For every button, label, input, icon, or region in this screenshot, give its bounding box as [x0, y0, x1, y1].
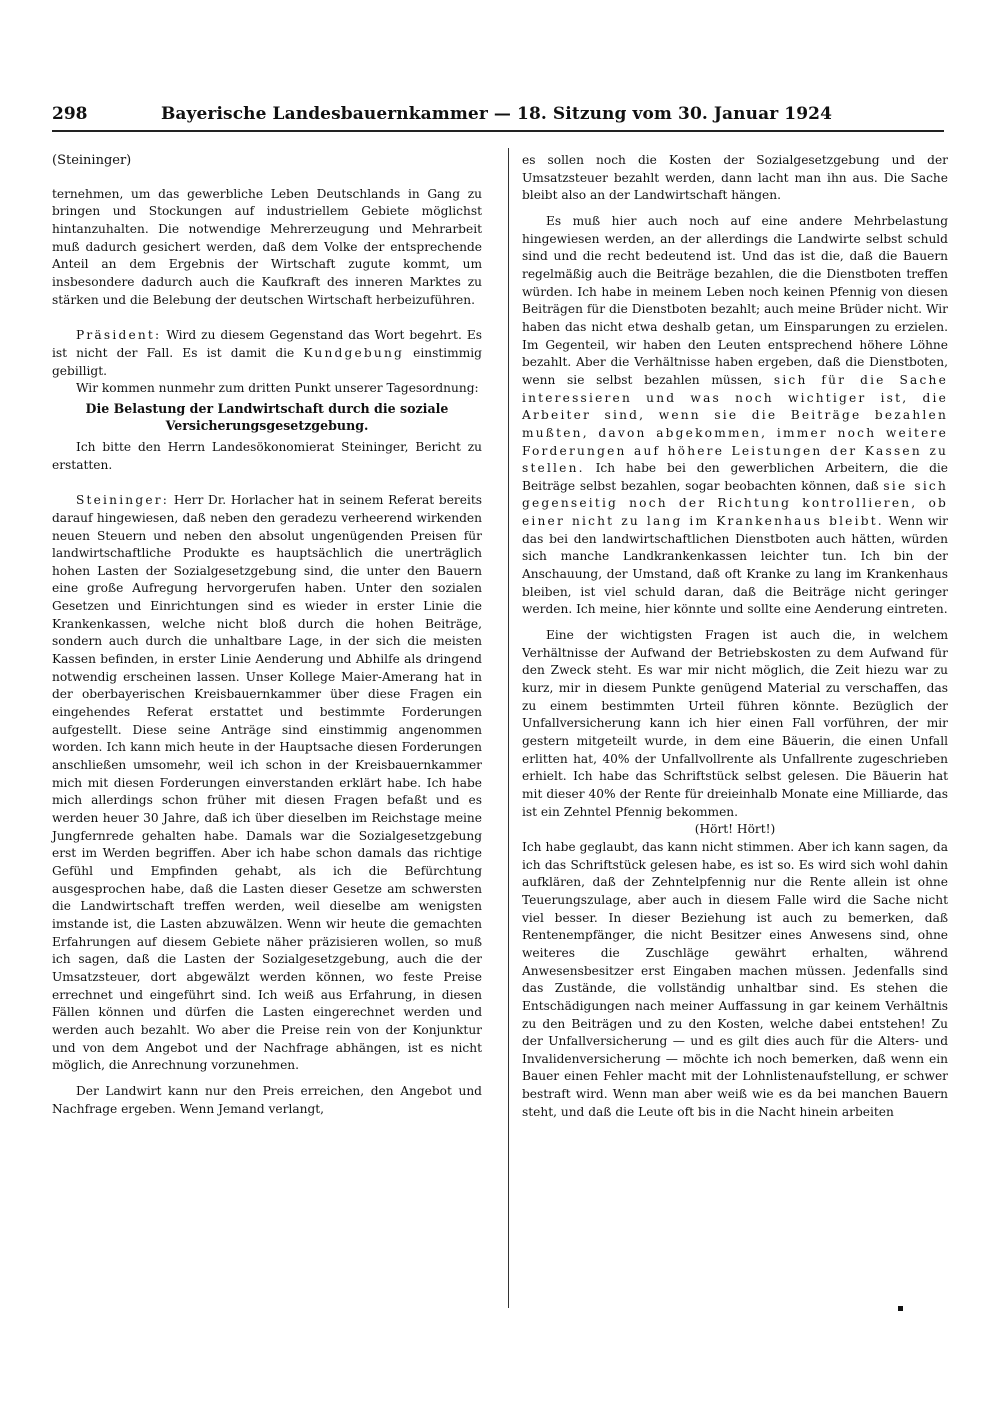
- paragraph-text: Es muß hier auch noch auf eine andere Mehrbelastung hingewiesen werden, an der allerdings die Landwirte selbst schuld sind und die recht bedeutend ist. Und das ist die, daß die Bauern regelmäßig auch die Beiträge bezahlen, die die Dienstboten treffen würden. Ich habe in meinem Leben noch keinen Pfennig von diesen Beiträgen für die Dienstboten bezahlt; auch meine Brüder nicht. Wir haben das nicht etwa deshalb getan, um Einsparungen zu erzielen. Im Gegenteil, wir haben den Leuten entsprechend höhere Löhne bezahlt. Aber die Verhältnisse haben ergeben, daß die Dienstboten, wenn sie selbst bezahlen müssen,: [522, 213, 948, 387]
- paragraph: ternehmen, um das gewerbliche Leben Deutschlands in Gang zu bringen und Stockungen auf industriellem Gebiete möglichst hintanzuhalten. Die notwendige Mehrerzeugung und Mehrarbeit muß dadurch gesichert werden, daß dem Volke der entsprechende Anteil an dem Ergebnis der Wirtschaft zugute kommt, um insbesondere dadurch auch die Kaufkraft des inneren Marktes zu stärken und die Belebung der deutschen Wirtschaft herbeizuführen.: [52, 186, 482, 307]
- right-column: [522, 152, 948, 1121]
- paragraph: Der Landwirt kann nur den Preis erreichen, den Angebot und Nachfrage ergeben. Wenn Jemand verlangt,: [52, 1083, 482, 1116]
- paragraph: Wir kommen nunmehr zum dritten Punkt unserer Tagesordnung:: [76, 381, 479, 396]
- speaker-name: Präsident:: [76, 328, 162, 343]
- paragraph-text: Ich habe bei den gewerblichen Arbeitern, die die Beiträge selbst bezahlen, sogar beobachten können, daß: [522, 461, 948, 493]
- emphasis: Kundgebung: [303, 345, 405, 360]
- paragraph-text: Herr Dr. Horlacher hat in seinem Referat bereits darauf hingewiesen, daß neben den geradezu verheerend wirkenden neuen Steuern und neben den absolut ungenügenden Preisen für landwirtschaftliche Produkte es hauptsächlich die unerträglich hohen Lasten der Sozialgesetzgebung sind, die unter den Bauern eine große Aufregung hervorgerufen haben. Unter den sozialen Gesetzen und Einrichtungen sind es wieder in erster Linie die Krankenkassen, welche nicht bloß durch die hohen Beiträge, sondern auch durch die unhaltbare Lage, in der sich die meisten Kassen befinden, in erster Linie Aenderung und Abhilfe als dringend notwendig erscheinen lassen. Unser Kollege Maier-Amerang hat in der oberbayerischen Kreisbauernkammer über diese Fragen ein eingehendes Referat erstattet und bestimmte Forderungen aufgestellt. Diese seine Anträge sind einstimmig angenommen worden. Ich kann mich heute in der Hauptsache diesen Forderungen anschließen umsomehr, weil ich schon in der Kreisbauernkammer mich mit diesen Forderungen einverstanden erklärt habe. Ich habe mich allerdings schon früher mit diesen Fragen befaßt und es werden heuer 30 Jahre, daß ich über dieselben im Reichstage meine Jungfernrede gehalten habe. Damals war die Sozialgesetzgebung erst im Werden begriffen. Aber ich habe schon damals das richtige Gefühl und Empfinden gehabt, als ich die Befürchtung ausgesprochen habe, daß die Lasten dieser Gesetze am schwersten die Landwirtschaft treffen werden, weil dieselbe am wenigsten imstande ist, die Lasten abzuwälzen. Wenn wir heute die gemachten Erfahrungen auf diesem Gebiete näher präzisieren wollen, so muß ich sagen, daß die Lasten der Sozialgesetzgebung, auch die der Umsatzsteuer, dort abgewälzt werden können, wo feste Preise errechnet und eingeführt sind. Ich weiß aus Erfahrung, in diesen Fällen können und dürfen die Lasten eingerechnet werden und werden auch bezahlt. Wo aber die Preise rein von der Konjunktur und von dem Angebot und der Nachfrage abhängen, ist es nicht möglich, die Anrechnung vorzunehmen.: [52, 493, 482, 1073]
- interjection: (Hört! Hört!): [694, 822, 776, 837]
- bullet-mark: [898, 1306, 903, 1311]
- paragraph: Eine der wichtigsten Fragen ist auch die, in welchem Verhältnisse der Aufwand der Betriebskosten zu dem Aufwand für den Zweck steht. Es war mir nicht möglich, die Zeit hiezu war zu kurz, mir in diesem Punkte genügend Material zu verschaffen, das zu einem bestimmten Urteil führen könnte. Bezüglich der Unfallversicherung kann ich hier einen Fall vorführen, der mir gestern mitgeteilt wurde, in dem eine Bäuerin, die einen Unfall erlitten hat, 40% der Unfallvollrente als Unfallrente zugeschrieben erhielt. Ich habe das Schriftstück selbst gelesen. Die Bäuerin hat mit dieser 40% der Rente für dreieinhalb Monate eine Milliarde, das ist ein Zehntel Pfennig bekommen.: [522, 628, 948, 819]
- paragraph: [52, 492, 482, 1075]
- emphasis: sich für die Sache interessieren und was noch wichtiger ist, die Arbeiter sind, wenn sie die Beiträge bezahlen mußten, davon abgekommen, immer noch weitere Forderungen auf höhere Leistungen der Kassen zu stellen.: [522, 372, 948, 476]
- emphasis: sie sich gegenseitig noch der Richtung kontrollieren, ob einer nicht zu lang im Krankenhaus bleibt.: [522, 478, 949, 529]
- paragraph: [522, 213, 948, 619]
- paragraph: Ich habe geglaubt, das kann nicht stimmen. Aber ich kann sagen, da ich das Schriftstück gelesen habe, es ist so. Es wird sich wohl dahin aufklären, daß der Zehntelpfennig nur die Rente allein ist ohne Teuerungszulage, aber auch in diesem Falle wird die Sache nicht viel besser. In dieser Beziehung ist auch zu bemerken, daß Rentenempfänger, die nicht Besitzer eines Anwesens sind, ohne weiteres die Zuschläge gewährt erhalten, während Anwesensbesitzer erst Eingaben machen müssen. Jedenfalls sind das Zustände, die vollständig unhaltbar sind. Es stehen die Entschädigungen nach meiner Auffassung in gar keinem Verhältnis zu den Beiträgen und zu den Kosten, welche dabei entstehen! Zu der Unfallversicherung — und es gilt dies auch für die Alters- und Invalidenversicherung — möchte ich noch bemerken, daß wenn ein Bauer einen Fehler macht mit der Lohnlistenaufstellung, er schwer bestraft wird. Wenn man aber weiß wie es da bei manchen Bauern steht, und daß die Leute oft bis in die Nacht hinein arbeiten: [522, 839, 948, 1119]
- paragraph-text: Wenn wir das bei den landwirtschaftlichen Dienstboten auch hätten, würden sich manche Landkrankenkassen leichter tun. Ich bin der Anschauung, der Umstand, daß oft Kranke zu lang im Krankenhaus bleiben, ist viel schuld daran, daß die Beiträge nicht geringer werden. Ich meine, hier könnte und sollte eine Aenderung eintreten.: [522, 514, 948, 617]
- speaker-tag: (Steininger): [52, 153, 132, 168]
- paragraph: Ich bitte den Herrn Landesökonomierat Steininger, Bericht zu erstatten.: [52, 439, 482, 472]
- column-divider: [508, 148, 509, 1308]
- running-title: Bayerische Landesbauernkammer — 18. Sitzung vom 30. Januar 1924: [160, 104, 832, 124]
- paragraph-text: Wird zu diesem Gegenstand das Wort begehrt. Es ist nicht der Fall. Es ist damit die: [52, 328, 482, 360]
- paragraph: es sollen noch die Kosten der Sozialgesetzgebung und der Umsatzsteuer bezahlt werden, dann lacht man ihn aus. Die Sache bleibt also an der Landwirtschaft hängen.: [522, 153, 948, 203]
- left-column: [52, 152, 482, 1118]
- paragraph: [52, 327, 482, 380]
- paragraph-text: einstimmig gebilligt.: [52, 345, 482, 378]
- section-heading: Die Belastung der Landwirtschaft durch die soziale Versicherungsgesetzgebung.: [85, 400, 449, 434]
- page-header: [52, 104, 944, 132]
- page-number: 298: [52, 104, 88, 124]
- speaker-name: Steininger:: [76, 493, 170, 508]
